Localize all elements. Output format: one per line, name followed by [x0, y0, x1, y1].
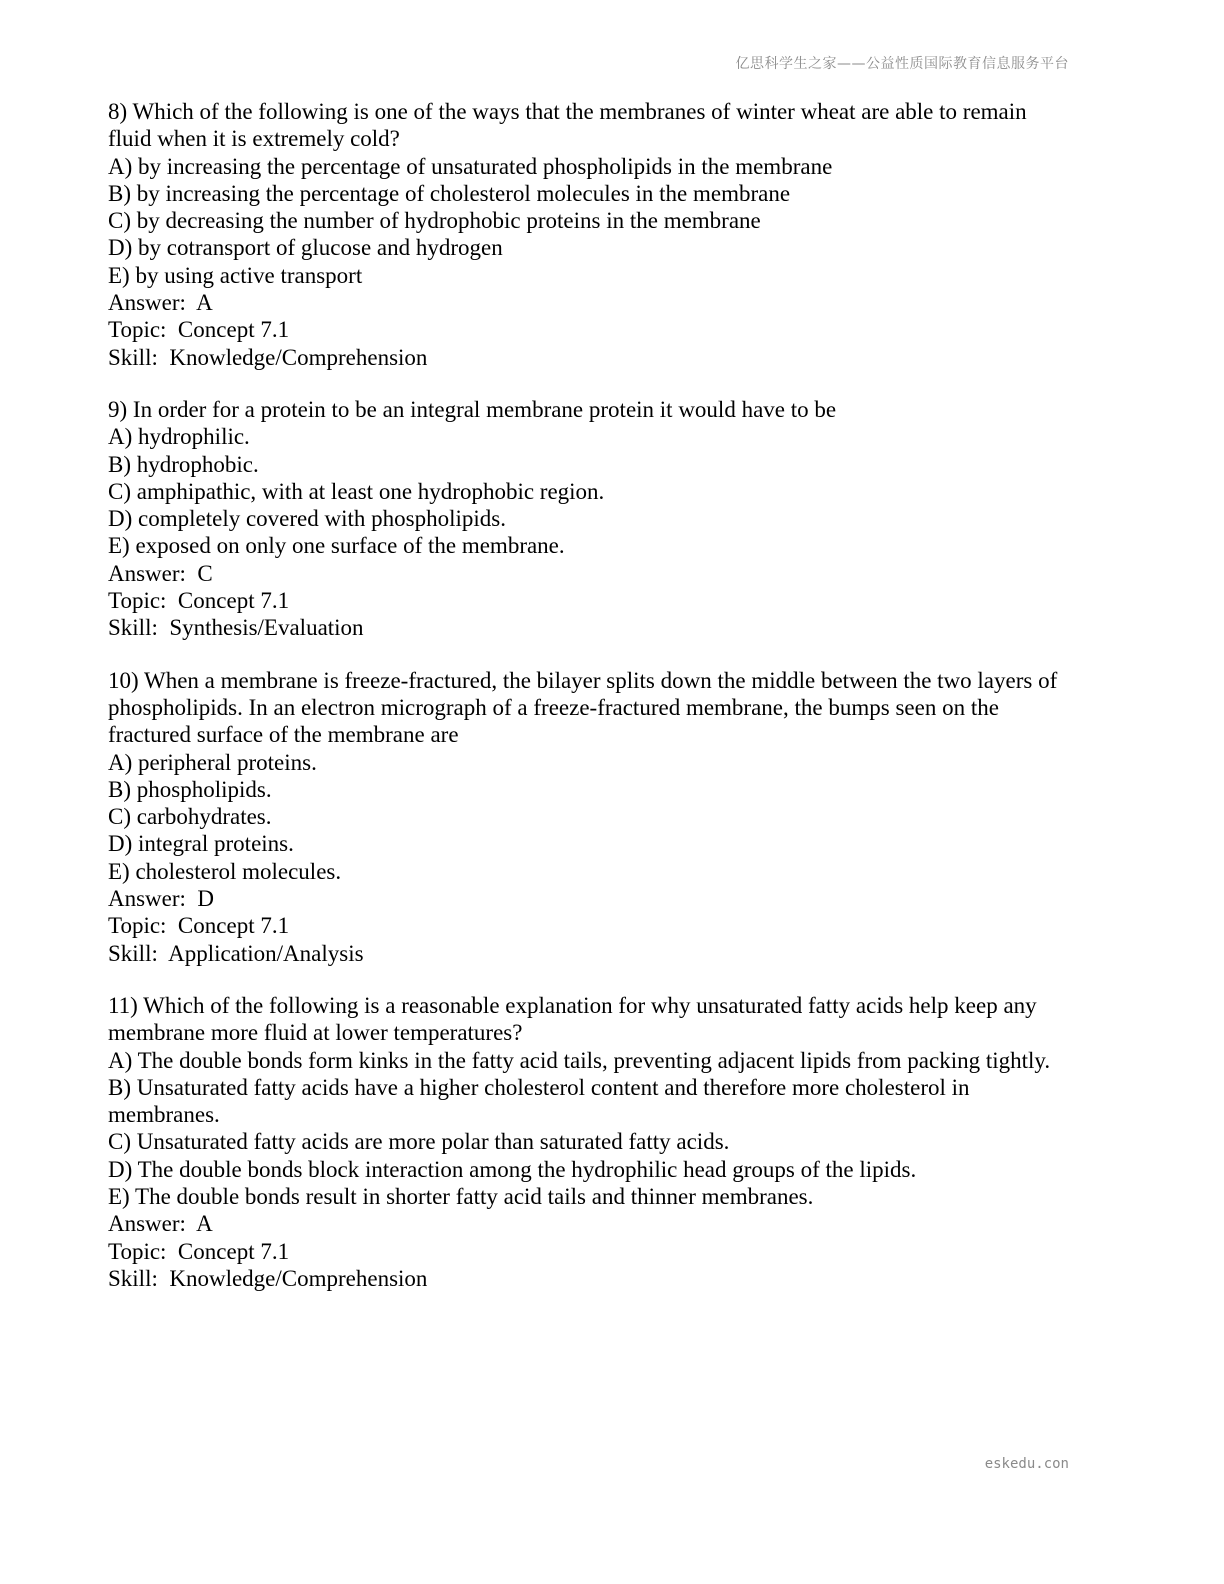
header-watermark: 亿思科学生之家——公益性质国际教育信息服务平台 [735, 56, 1069, 72]
option-d: D) completely covered with phospholipids. [108, 506, 506, 532]
topic-line: Topic: Concept 7.1 [108, 317, 290, 343]
question-10 [108, 667, 1108, 967]
option-e: E) cholesterol molecules. [108, 858, 342, 884]
skill-line: Skill: Synthesis/Evaluation [108, 615, 364, 641]
topic-line: Topic: Concept 7.1 [108, 913, 290, 939]
option-a: A) The double bonds form kinks in the fatty acid tails, preventing adjacent lipids from packing tightly. [108, 1047, 1051, 1073]
topic-line: Topic: Concept 7.1 [108, 588, 290, 614]
skill-line: Skill: Knowledge/Comprehension [108, 344, 428, 370]
option-b-continued: membranes. [108, 1102, 220, 1128]
option-d: D) by cotransport of glucose and hydrogen [108, 235, 503, 261]
question-stem-line: phospholipids. In an electron micrograph of a freeze-fractured membrane, the bumps seen on the [108, 694, 999, 720]
question-stem-line: membrane more fluid at lower temperatures? [108, 1020, 523, 1046]
option-e: E) exposed on only one surface of the membrane. [108, 533, 565, 559]
option-c: C) carbohydrates. [108, 804, 272, 830]
option-b: B) phospholipids. [108, 776, 272, 802]
answer-line: Answer: C [108, 560, 213, 586]
question-stem-line: 11) Which of the following is a reasonable explanation for why unsaturated fatty acids help keep any [108, 992, 1037, 1018]
question-stem-line: 10) When a membrane is freeze-fractured, the bilayer splits down the middle between the two layers of [108, 667, 1058, 693]
option-e: E) The double bonds result in shorter fatty acid tails and thinner membranes. [108, 1183, 814, 1209]
topic-line: Topic: Concept 7.1 [108, 1238, 290, 1264]
question-8 [108, 98, 1108, 371]
skill-line: Skill: Application/Analysis [108, 940, 364, 966]
question-11 [108, 992, 1108, 1292]
option-b: B) by increasing the percentage of cholesterol molecules in the membrane [108, 180, 791, 206]
option-a: A) hydrophilic. [108, 424, 250, 450]
option-d: D) The double bonds block interaction among the hydrophilic head groups of the lipids. [108, 1156, 917, 1182]
answer-line: Answer: A [108, 1211, 213, 1237]
option-a: A) by increasing the percentage of unsaturated phospholipids in the membrane [108, 153, 833, 179]
question-stem-line: 8) Which of the following is one of the ways that the membranes of winter wheat are able to remain [108, 99, 1027, 124]
option-c: C) Unsaturated fatty acids are more polar than saturated fatty acids. [108, 1129, 730, 1155]
option-d: D) integral proteins. [108, 831, 294, 857]
option-b: B) hydrophobic. [108, 451, 259, 477]
option-e: E) by using active transport [108, 262, 363, 288]
answer-line: Answer: A [108, 290, 213, 316]
question-stem-line: fractured surface of the membrane are [108, 722, 459, 748]
option-c: C) amphipathic, with at least one hydrophobic region. [108, 478, 605, 504]
option-c: C) by decreasing the number of hydrophobic proteins in the membrane [108, 208, 761, 234]
answer-line: Answer: D [108, 886, 215, 912]
skill-line: Skill: Knowledge/Comprehension [108, 1265, 428, 1291]
document-body [108, 98, 1108, 1317]
question-stem-line: 9) In order for a protein to be an integral membrane protein it would have to be [108, 396, 837, 422]
option-b: B) Unsaturated fatty acids have a higher cholesterol content and therefore more cholesterol in [108, 1074, 970, 1100]
footer-watermark: eskedu.con [984, 1456, 1069, 1472]
option-a: A) peripheral proteins. [108, 749, 317, 775]
question-stem-line: fluid when it is extremely cold? [108, 126, 400, 152]
question-9 [108, 396, 1108, 642]
